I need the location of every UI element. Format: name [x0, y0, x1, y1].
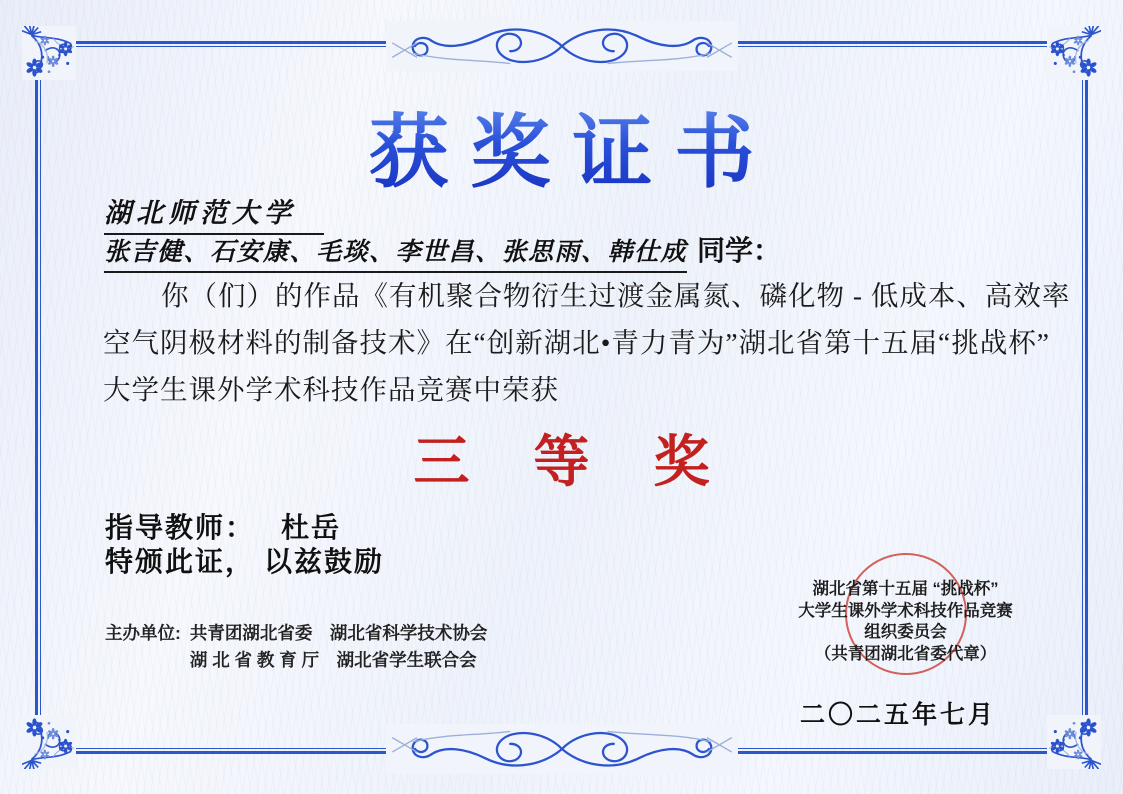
citation-line: 大学生课外学术科技作品竞赛中荣获 [103, 374, 559, 405]
closing-line: 特颁此证， 以兹鼓励 [105, 547, 385, 578]
recipients-line [104, 229, 781, 273]
citation-line: 空气阴极材料的制备技术》在“创新湖北•青力青为”湖北省第十五届“挑战杯” [103, 327, 1050, 358]
organizers-row: 共青团湖北省委 湖北省科学技术协会 [189, 623, 488, 643]
award-level: 三等奖 [413, 432, 774, 494]
floral-corner-ornament-icon [1047, 26, 1101, 80]
salutation: 同学： [697, 236, 782, 267]
school-name: 湖北师范大学 [104, 191, 324, 235]
organizers-label: 主办单位: [105, 623, 181, 643]
certificate-title: 获奖证书 [0, 88, 1123, 203]
organizers-row: 湖 北 省 教 育 厅 湖北省学生联合会 [189, 649, 477, 670]
floral-corner-ornament-icon [22, 715, 76, 769]
floral-corner-ornament-icon [22, 26, 76, 80]
organizers-list [190, 620, 488, 673]
calligraphic-flourish-icon [386, 724, 738, 774]
issuer-line: 湖北省第十五届 “挑战杯” [812, 580, 999, 598]
recipient-names: 张吉健、石安康、毛琰、李世昌、张思雨、韩仕成 [104, 232, 687, 273]
advisor-name: 杜岳 [281, 513, 342, 544]
issuer-line: 组织委员会 [864, 623, 947, 641]
calligraphic-flourish-icon [386, 21, 738, 71]
citation-line: 你（们）的作品《有机聚合物衍生过渡金属氮、磷化物 - 低成本、高效率 [161, 280, 1071, 311]
advisor-label: 指导教师： [105, 513, 256, 544]
issue-date: 二〇二五年七月 [799, 702, 996, 729]
issuer-block [763, 579, 1048, 665]
floral-corner-ornament-icon [1047, 715, 1101, 769]
organizers-block [105, 620, 487, 673]
citation-paragraph [103, 272, 1071, 413]
issuer-line: （共青团湖北省委代章） [814, 644, 997, 663]
issuer-line: 大学生课外学术科技作品竞赛 [798, 601, 1013, 620]
